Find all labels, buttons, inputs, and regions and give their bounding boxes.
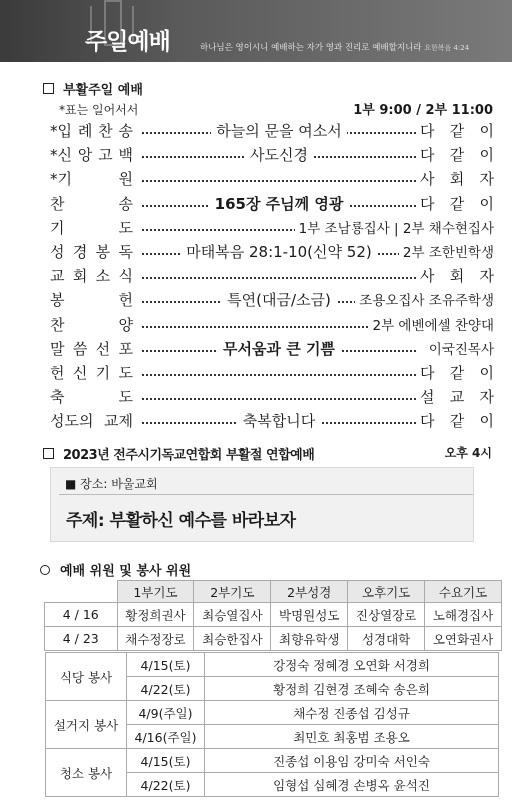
order-label: 성도의 교제 xyxy=(50,412,133,431)
divider xyxy=(59,494,473,495)
order-label: 교 회 소 식 xyxy=(50,267,133,286)
order-label: 기 도 xyxy=(50,218,133,237)
service-names: 강정숙 정혜경 오연화 서경희 xyxy=(205,653,499,677)
service-names: 임형섭 심혜경 손병옥 윤석진 xyxy=(205,773,499,797)
joint-service-box xyxy=(50,467,474,542)
order-leader: 다 같 이 xyxy=(420,146,494,165)
table-cell: 박명원성도 xyxy=(271,603,348,627)
square-bullet-icon xyxy=(43,83,54,94)
service-date: 4/15(토) xyxy=(127,749,205,773)
order-row xyxy=(50,144,494,168)
table-row xyxy=(45,603,502,627)
service-times: 1부 9:00 / 2부 11:00 xyxy=(353,103,493,118)
service-names: 채수정 진종섭 김성규 xyxy=(205,701,499,725)
order-row xyxy=(50,289,494,313)
order-label: 축 도 xyxy=(50,388,133,407)
column-header: 1부기도 xyxy=(117,581,194,603)
order-label: 찬 송 xyxy=(50,194,133,213)
service-category: 청소 봉사 xyxy=(46,749,127,797)
order-row xyxy=(50,410,494,434)
order-label: 봉 헌 xyxy=(50,291,133,310)
row-date: 4 / 23 xyxy=(45,627,118,651)
table-cell: 오연화권사 xyxy=(425,627,502,651)
order-label: 찬 양 xyxy=(50,315,133,334)
table-cell: 황정희권사 xyxy=(117,603,194,627)
service-date: 4/16(주일) xyxy=(127,725,205,749)
table-row xyxy=(45,627,502,651)
square-bullet-icon xyxy=(43,448,54,459)
order-row xyxy=(50,314,494,338)
table-row xyxy=(46,749,499,773)
service-table xyxy=(45,652,499,797)
service-date: 4/22(토) xyxy=(127,773,205,797)
column-header: 오후기도 xyxy=(348,581,425,603)
worship-section-title: 예배 위원 및 봉사 위원 xyxy=(40,560,191,579)
table-cell: 노해경집사 xyxy=(425,603,502,627)
order-leader: 사 회 자 xyxy=(420,267,494,286)
order-leader: 다 같 이 xyxy=(420,122,494,140)
order-row xyxy=(50,193,494,217)
order-leader: 다 같 이 xyxy=(420,194,494,213)
order-content: 마태복음 28:1-10(신약 52) xyxy=(142,241,416,262)
order-row xyxy=(50,168,494,192)
table-cell: 최향유학생 xyxy=(271,627,348,651)
column-header: 2부기도 xyxy=(194,581,271,603)
table-cell: 진상열장로 xyxy=(348,603,425,627)
order-row xyxy=(50,362,494,386)
order-leader: 2부 에벤에셀 찬양대 xyxy=(369,314,495,334)
table-row xyxy=(46,653,499,677)
order-label: *기 원 xyxy=(50,170,133,189)
dotted-leader xyxy=(142,180,416,182)
service-date: 4/9(주일) xyxy=(127,701,205,725)
order-leader: 조용오집사 조유주학생 xyxy=(355,289,494,309)
table-cell: 최승열집사 xyxy=(194,603,271,627)
header-verse xyxy=(200,41,469,53)
circle-bullet-icon xyxy=(40,565,50,575)
order-row xyxy=(50,386,494,410)
verse-text: 하나님은 영이시니 예배하는 자가 영과 진리로 예배할지니라 xyxy=(200,43,422,53)
service-date: 4/22(토) xyxy=(127,677,205,701)
joint-service-time: 오후 4시 xyxy=(444,446,492,460)
order-row xyxy=(50,241,494,265)
column-header: 수요기도 xyxy=(425,581,502,603)
header-banner xyxy=(0,0,512,62)
service-date: 4/15(토) xyxy=(127,653,205,677)
order-label: *입 례 찬 송 xyxy=(50,122,133,140)
dotted-leader xyxy=(142,398,416,400)
order-leader: 다 같 이 xyxy=(420,364,494,382)
order-leader: 다 같 이 xyxy=(420,412,494,431)
joint-service-title: 2023년 전주시기독교연합회 부활절 연합예배 xyxy=(43,444,314,463)
order-content: 축복합니다 xyxy=(142,410,416,431)
table-cell: 채수정장로 xyxy=(117,627,194,651)
row-date: 4 / 16 xyxy=(45,603,118,627)
order-row xyxy=(50,120,494,144)
joint-place: ■ 장소: 바울교회 xyxy=(65,477,158,491)
worship-table xyxy=(44,580,502,651)
joint-theme: 주제: 부활하신 예수를 바라보자 xyxy=(66,511,296,531)
page-logo: 주일예배 xyxy=(85,29,170,55)
order-label: 헌 신 기 도 xyxy=(50,364,133,382)
order-content: 하늘의 문을 여소서 xyxy=(142,120,416,141)
easter-section-title: 부활주일 예배 xyxy=(43,79,143,98)
order-content: 사도신경 xyxy=(142,144,416,165)
dotted-leader xyxy=(142,277,416,279)
order-label: *신 앙 고 백 xyxy=(50,146,133,165)
table-header-row xyxy=(45,581,502,603)
order-leader: 이국진목사 xyxy=(425,338,494,358)
service-category: 식당 봉사 xyxy=(46,653,127,701)
dotted-leader xyxy=(142,374,416,376)
order-content: 무서움과 큰 기쁨 xyxy=(142,338,416,359)
order-leader: 설 교 자 xyxy=(420,388,494,407)
order-content: 165장 주님께 영광 xyxy=(142,193,416,214)
order-content: 특연(대금/소금) xyxy=(142,289,416,310)
table-cell: 성경대학 xyxy=(348,627,425,651)
order-leader: 1부 조남룡집사 | 2부 채수현집사 xyxy=(295,217,494,237)
verse-ref: 요한복음 4:24 xyxy=(424,44,470,52)
corner-cell xyxy=(45,581,118,603)
order-leader: 사 회 자 xyxy=(420,170,494,189)
order-label: 말 씀 선 포 xyxy=(50,339,133,358)
order-label: 성 경 봉 독 xyxy=(50,243,133,261)
order-row xyxy=(50,217,494,241)
service-names: 진종섭 이용임 강미숙 서인숙 xyxy=(205,749,499,773)
service-category: 설거지 봉사 xyxy=(46,701,127,749)
order-leader: 2부 조한빈학생 xyxy=(399,241,494,261)
standing-note: *표는 일어서서 xyxy=(59,103,139,117)
column-header: 2부성경 xyxy=(271,581,348,603)
order-row xyxy=(50,338,494,362)
table-row xyxy=(46,701,499,725)
order-row xyxy=(50,265,494,289)
service-names: 황정희 김현경 조혜숙 송은희 xyxy=(205,677,499,701)
service-names: 최민호 최홍범 조용오 xyxy=(205,725,499,749)
table-cell: 최승한집사 xyxy=(194,627,271,651)
